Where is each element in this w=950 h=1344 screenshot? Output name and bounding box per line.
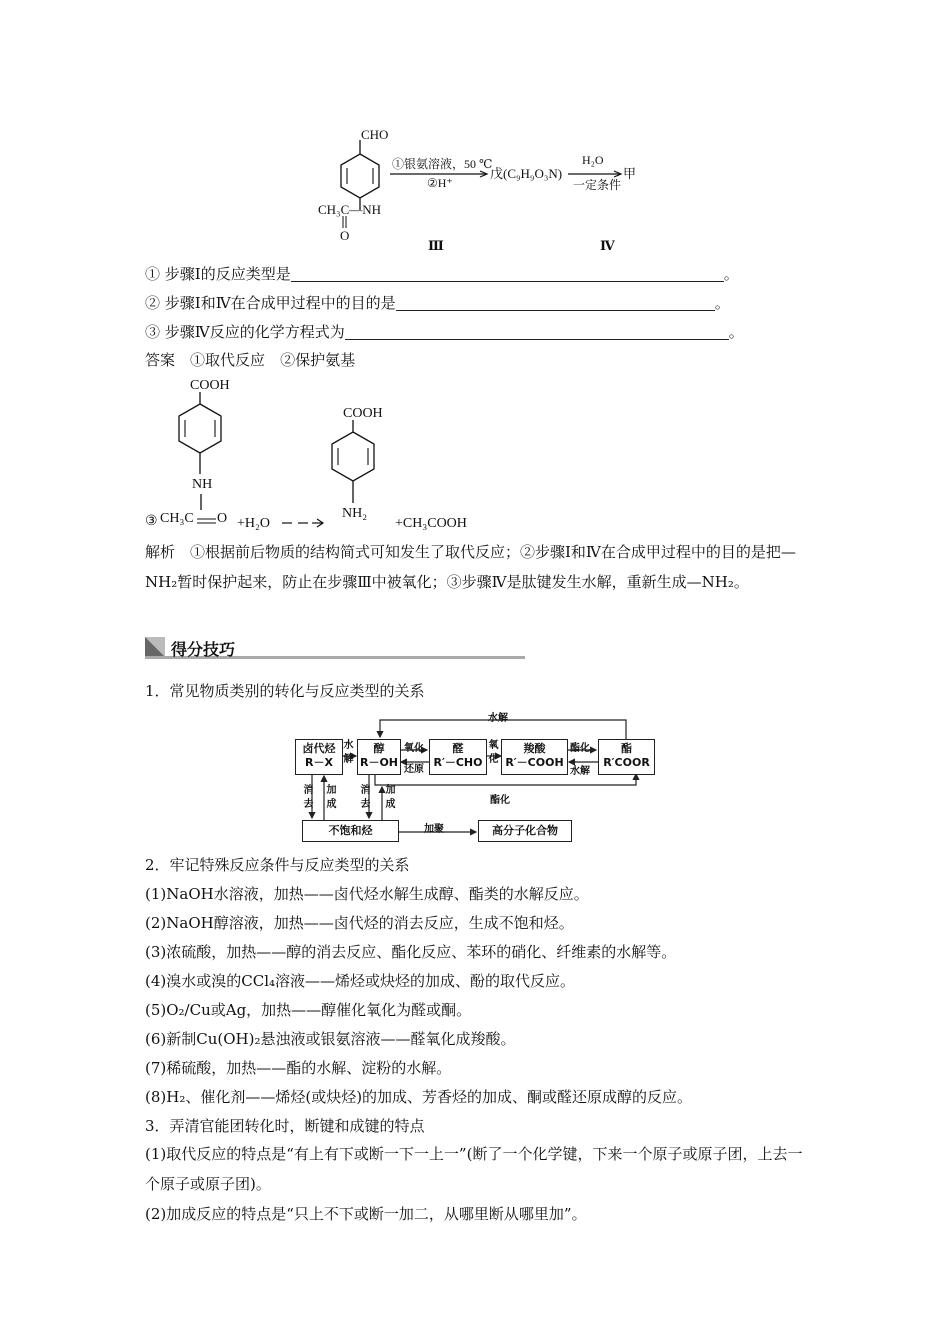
oxygen-label: O <box>217 511 228 526</box>
ch3c-label: CH₃C <box>160 511 194 526</box>
label-esterification: 酯化 <box>570 743 590 754</box>
label-elimination-2: 消去 <box>360 785 371 810</box>
condition-item-1: (1)NaOH水溶液，加热——卤代烃水解生成醇、酯类的水解反应。 <box>145 885 589 903</box>
plus-acetic-acid: +CH₃COOH <box>395 516 467 531</box>
label-addition-2: 加成 <box>385 785 396 810</box>
box-alkyl-halide: 卤代烃 R－X <box>295 739 343 775</box>
label-polymerization: 加聚 <box>424 824 444 835</box>
subsection-2-title: 2．牢记特殊反应条件与反应类型的关系 <box>145 856 410 874</box>
answer-label: 答案 <box>145 351 176 369</box>
label-addition-1: 加成 <box>326 785 337 810</box>
answer-blank[interactable] <box>345 323 729 340</box>
condition-2: ②H⁺ <box>427 176 453 190</box>
question-1: ① 步骤Ⅰ的反应类型是 。 <box>145 265 739 283</box>
label-hydrolysis-2: 水解 <box>570 766 590 777</box>
nh2-label: NH₂ <box>342 506 368 521</box>
plus-water: +H₂O <box>237 516 270 531</box>
cooh-label: COOH <box>190 378 230 393</box>
subsection-3-title: 3．弄清官能团转化时，断键和成键的特点 <box>145 1117 425 1135</box>
answer-line: 答案 ①取代反应 ②保护氨基 <box>145 351 356 369</box>
question-2: ② 步骤Ⅰ和Ⅳ在合成甲过程中的目的是 。 <box>145 294 730 312</box>
cooh-label-product: COOH <box>343 406 383 421</box>
product-jia: 甲 <box>623 166 637 181</box>
equation-arrow <box>282 518 326 528</box>
acetamide-group: CH₃C—NH <box>318 202 382 217</box>
circled-3: ③ <box>145 514 158 529</box>
box-carboxylic-acid: 羧酸 R′－COOH <box>501 739 568 775</box>
cho-group: CHO <box>361 127 389 142</box>
nh-bond <box>198 494 204 512</box>
condition-item-2: (2)NaOH醇溶液，加热——卤代烃的消去反应，生成不饱和烃。 <box>145 914 574 932</box>
section-title: 得分技巧 <box>171 640 236 659</box>
question-3: ③ 步骤Ⅳ反应的化学方程式为 。 <box>145 323 744 341</box>
condition-1: ①银氨溶液，50 ℃ <box>392 157 493 171</box>
answer-blank[interactable] <box>396 294 715 311</box>
condition-item-8: (8)H₂、催化剂——烯烃(或炔烃)的加成、芳香烃的加成、酮或醛还原成醇的反应。 <box>145 1088 693 1106</box>
section-heading <box>145 637 525 661</box>
label-oxidation-2: 氧化 <box>488 740 499 765</box>
double-bond <box>196 514 218 528</box>
label-oxidation-1: 氧化 <box>404 743 424 754</box>
box-ester: 酯 R′COOR <box>598 739 655 775</box>
label-reduction: 还原 <box>404 764 424 775</box>
condition-item-5: (5)O₂/Cu或Ag，加热——醇催化氧化为醛或酮。 <box>145 1001 472 1019</box>
answer-blank[interactable] <box>291 265 724 282</box>
box-alcohol: 醇 R－OH <box>357 739 401 775</box>
condition-text: 一定条件 <box>573 178 622 192</box>
condition-item-7: (7)稀硫酸，加热——酯的水解、淀粉的水解。 <box>145 1059 452 1077</box>
bond-item-2: (2)加成反应的特点是“只上不下或断一加二，从哪里断从哪里加”。 <box>145 1205 587 1223</box>
label-esterification-bottom: 酯化 <box>490 795 510 806</box>
carbonyl-oxygen: O <box>340 228 350 243</box>
label-hydrolysis-top: 水解 <box>488 713 508 724</box>
step-iii-label: Ⅲ <box>428 238 444 253</box>
nh-label: NH <box>192 477 213 492</box>
product-wu: 戊(C₉H₉O₃N) <box>490 166 563 181</box>
analysis-paragraph: 解析 ①根据前后物质的结构简式可知发生了取代反应；②步骤Ⅰ和Ⅳ在合成甲过程中的目的是把—NH₂暂时保护起来，防止在步骤Ⅲ中被氧化；③步骤Ⅳ是肽键发生水解，重新生成—NH₂。 <box>145 543 796 591</box>
condition-item-6: (6)新制Cu(OH)₂悬浊液或银氨溶液——醛氧化成羧酸。 <box>145 1030 516 1048</box>
step-iv-label: Ⅳ <box>600 238 615 253</box>
box-polymer: 高分子化合物 <box>478 820 572 842</box>
label-hydrolysis-1: 水解 <box>343 740 354 765</box>
subsection-1-title: 1．常见物质类别的转化与反应类型的关系 <box>145 682 425 700</box>
box-unsaturated-hydrocarbon: 不饱和烃 <box>302 820 399 842</box>
box-aldehyde: 醛 R′－CHO <box>429 739 487 775</box>
water-reagent: H₂O <box>582 153 604 167</box>
benzene-ring-product <box>318 420 388 510</box>
condition-item-4: (4)溴水或溴的CCl₄溶液——烯烃或炔烃的加成、酚的取代反应。 <box>145 972 576 990</box>
condition-item-3: (3)浓硫酸，加热——醇的消去反应、酯化反应、苯环的硝化、纤维素的水解等。 <box>145 943 677 961</box>
benzene-ring-reactant <box>165 392 235 478</box>
bond-item-1: (1)取代反应的特点是“有上有下或断一下一上一”(断了一个化学键，下来一个原子或原子团，上去一个原子或原子团)。 <box>145 1145 803 1193</box>
label-elimination-1: 消去 <box>303 785 314 810</box>
